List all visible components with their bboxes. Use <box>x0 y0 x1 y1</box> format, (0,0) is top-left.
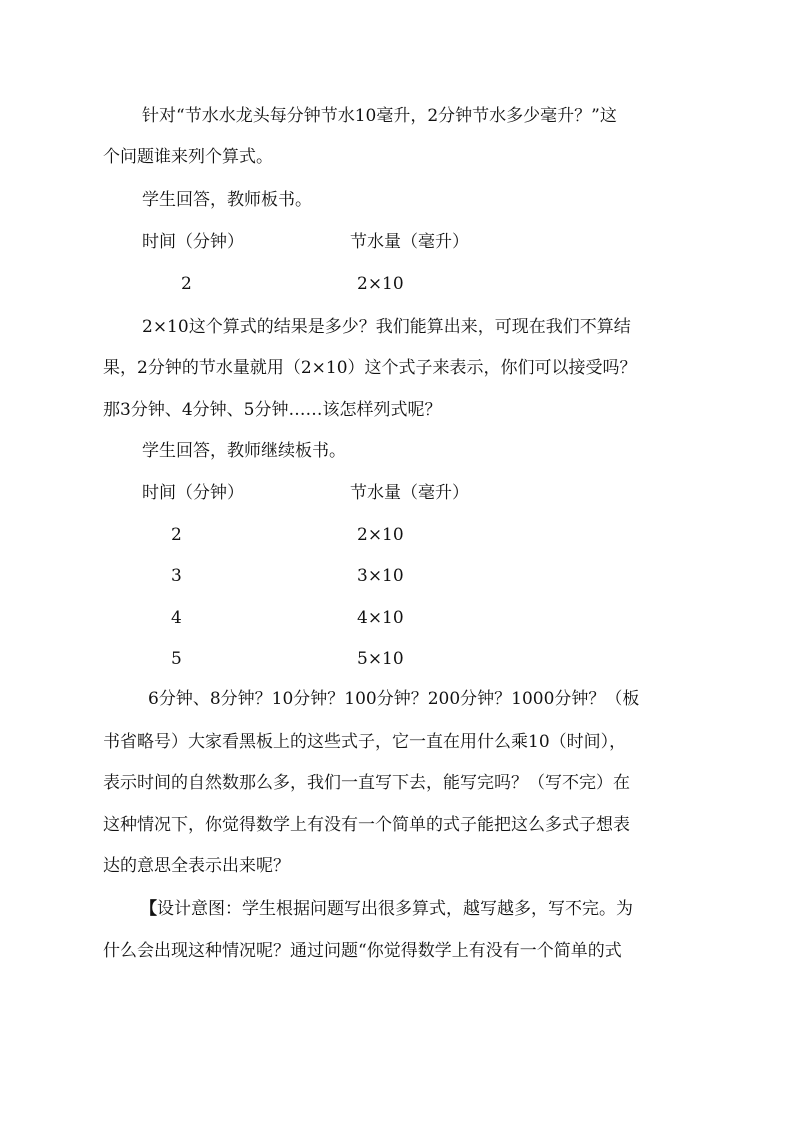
table2-cell-water: 3×10 <box>357 566 404 586</box>
table1-header-water: 节水量（毫升） <box>350 232 469 252</box>
paragraph-line: 那3分钟、4分钟、5分钟……该怎样列式呢？ <box>103 400 442 420</box>
paragraph-line: 学生回答，教师继续板书。 <box>142 441 346 461</box>
intent-text: 设计意图：学生根据问题写出很多算式，越写越多，写不完。为 <box>157 899 633 919</box>
paragraph-line: 这种情况下，你觉得数学上有没有一个简单的式子能把这么多式子想表 <box>103 815 630 835</box>
table1-header-time: 时间（分钟） <box>142 232 244 252</box>
table1-cell-time: 2 <box>181 274 192 294</box>
paragraph-line: 针对“节水水龙头每分钟节水10毫升，2分钟节水多少毫升？”这 <box>142 106 617 126</box>
paragraph-line: 个问题谁来列个算式。 <box>103 147 273 167</box>
paragraph-line: 2×10这个算式的结果是多少？我们能算出来，可现在我们不算结 <box>142 317 631 337</box>
paragraph-line: 6分钟、8分钟？10分钟？100分钟？200分钟？1000分钟？（板 <box>148 689 640 709</box>
table2-cell-time: 4 <box>171 608 182 628</box>
table2-header-time: 时间（分钟） <box>142 483 244 503</box>
table2-cell-time: 2 <box>171 525 182 545</box>
table2-cell-time: 5 <box>171 649 182 669</box>
design-intent-line <box>140 898 633 920</box>
paragraph-line: 学生回答，教师板书。 <box>142 190 312 210</box>
table2-header-water: 节水量（毫升） <box>350 483 469 503</box>
table2-cell-water: 5×10 <box>357 649 404 669</box>
paragraph-line: 什么会出现这种情况呢？通过问题“你觉得数学上有没有一个简单的式 <box>103 941 622 961</box>
paragraph-line: 表示时间的自然数那么多，我们一直写下去，能写完吗？（写不完）在 <box>103 773 630 793</box>
table2-cell-water: 4×10 <box>357 608 404 628</box>
paragraph-line: 达的意思全表示出来呢？ <box>103 856 290 876</box>
table2-cell-time: 3 <box>171 566 182 586</box>
intent-bracket: 【 <box>140 899 157 919</box>
table1-cell-water: 2×10 <box>357 274 404 294</box>
paragraph-line: 书省略号）大家看黑板上的这些式子，它一直在用什么乘10（时间）， <box>103 732 627 752</box>
paragraph-line: 果，2分钟的节水量就用（2×10）这个式子来表示，你们可以接受吗？ <box>103 358 637 378</box>
table2-cell-water: 2×10 <box>357 525 404 545</box>
